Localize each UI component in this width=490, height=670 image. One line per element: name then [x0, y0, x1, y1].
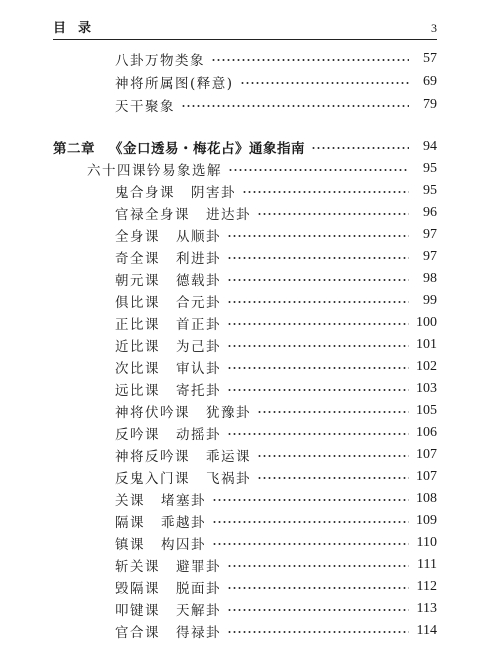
toc-entry-title: 神将伏吟课 犹豫卦 [115, 405, 251, 421]
dot-leader [211, 59, 409, 61]
toc-entry[interactable] [115, 555, 437, 575]
toc-entry-page: 69 [423, 74, 437, 89]
toc-entry-page: 106 [416, 425, 437, 440]
toc-entry-title: 正比课 首正卦 [115, 317, 221, 333]
toc-entry[interactable] [115, 49, 437, 69]
toc-entry[interactable] [115, 269, 437, 289]
toc-entry[interactable] [115, 335, 437, 355]
toc-section[interactable] [87, 159, 437, 179]
toc-entry-title: 官禄全身课 进达卦 [115, 207, 251, 223]
toc-entry-title: 神将所属图(释意) [115, 76, 234, 92]
page-header [53, 17, 437, 40]
toc-entry-title: 斩关课 避罪卦 [115, 559, 221, 575]
dot-leader [257, 213, 409, 215]
toc-entry-page: 94 [423, 139, 437, 154]
dot-leader [227, 279, 409, 281]
toc-entry[interactable] [115, 72, 437, 92]
toc-entry-title: 全身课 从顺卦 [115, 229, 221, 245]
toc-entry-page: 111 [417, 557, 437, 572]
toc-entry-title: 八卦万物类象 [115, 53, 205, 69]
toc-entry-page: 102 [416, 359, 437, 374]
toc-entry-page: 107 [416, 447, 437, 462]
toc-entry[interactable] [115, 95, 437, 115]
toc-entry-title: 镇课 构囚卦 [115, 537, 206, 553]
dot-leader [227, 565, 409, 567]
toc-section-title: 六十四课钤易象选解 [87, 163, 222, 179]
dot-leader [227, 323, 409, 325]
toc-entry-page: 99 [423, 293, 437, 308]
toc-entry-title: 关课 堵塞卦 [115, 493, 206, 509]
toc-entry-title: 次比课 审认卦 [115, 361, 221, 377]
toc-entry[interactable] [115, 511, 437, 531]
toc-entry-title: 天干聚象 [115, 99, 175, 115]
toc-entry[interactable] [115, 489, 437, 509]
dot-leader [227, 609, 409, 611]
toc-entry-title: 神将反吟课 乖运课 [115, 449, 251, 465]
toc-entry[interactable] [115, 445, 437, 465]
toc-entry-title: 朝元课 德载卦 [115, 273, 221, 289]
toc-entry-page: 101 [416, 337, 437, 352]
toc-entry-title: 毁隔课 脱面卦 [115, 581, 221, 597]
dot-leader [227, 345, 409, 347]
toc-entry-page: 96 [423, 205, 437, 220]
dot-leader [311, 147, 409, 149]
toc-entry-page: 107 [416, 469, 437, 484]
toc-entry-title: 官合课 得禄卦 [115, 625, 221, 641]
dot-leader [227, 587, 409, 589]
toc-entry-page: 108 [416, 491, 437, 506]
toc-entry-title: 俱比课 合元卦 [115, 295, 221, 311]
toc-chapter[interactable] [53, 137, 437, 157]
dot-leader [227, 433, 409, 435]
toc-entry[interactable] [115, 379, 437, 399]
toc-entry[interactable] [115, 533, 437, 553]
header-page-number: 3 [431, 21, 437, 35]
toc-entry[interactable] [115, 225, 437, 245]
toc-entry-page: 95 [423, 183, 437, 198]
chapter-number: 第二章 [53, 141, 95, 157]
dot-leader [227, 301, 409, 303]
header-title: 目录 [53, 21, 104, 36]
dot-leader [227, 631, 409, 633]
toc-entry-title: 叩键课 天解卦 [115, 603, 221, 619]
toc-entry-page: 79 [423, 97, 437, 112]
dot-leader [227, 257, 409, 259]
toc-entry-page: 97 [423, 227, 437, 242]
dot-leader [212, 521, 409, 523]
toc-entry[interactable] [115, 599, 437, 619]
toc-entry-page: 105 [416, 403, 437, 418]
toc-entry[interactable] [115, 467, 437, 487]
dot-leader [227, 367, 409, 369]
toc-entry[interactable] [115, 357, 437, 377]
toc-entry-page: 114 [416, 623, 437, 638]
toc-entry[interactable] [115, 291, 437, 311]
toc-entry-page: 95 [423, 161, 437, 176]
dot-leader [212, 543, 409, 545]
toc-entry-page: 109 [416, 513, 437, 528]
toc-entry-page: 100 [416, 315, 437, 330]
toc-entry-page: 98 [423, 271, 437, 286]
toc-entry-title: 鬼合身课 阴害卦 [115, 185, 236, 201]
toc-entry[interactable] [115, 401, 437, 421]
toc-chapter-title [53, 137, 305, 157]
toc-entry[interactable] [115, 313, 437, 333]
toc-entry-page: 57 [423, 51, 437, 66]
toc-entry-title: 远比课 寄托卦 [115, 383, 221, 399]
toc-entry[interactable] [115, 577, 437, 597]
toc-entry-page: 103 [416, 381, 437, 396]
toc-entry-page: 112 [416, 579, 437, 594]
dot-leader [240, 82, 409, 84]
toc-entry-page: 97 [423, 249, 437, 264]
dot-leader [212, 499, 409, 501]
dot-leader [227, 389, 409, 391]
toc-entry[interactable] [115, 423, 437, 443]
toc-entry[interactable] [115, 181, 437, 201]
toc-entry[interactable] [115, 203, 437, 223]
toc-entry[interactable] [115, 621, 437, 641]
dot-leader [257, 411, 409, 413]
toc-entry[interactable] [115, 247, 437, 267]
toc-entry-title: 奇全课 利进卦 [115, 251, 221, 267]
dot-leader [257, 477, 409, 479]
chapter-name: 《金口透易・梅花占》通象指南 [109, 141, 305, 157]
toc-entry-title: 反吟课 动摇卦 [115, 427, 221, 443]
toc-entry-title: 反鬼入门课 飞祸卦 [115, 471, 251, 487]
toc-entry-title: 隔课 乖越卦 [115, 515, 206, 531]
toc-entry-page: 110 [416, 535, 437, 550]
dot-leader [227, 235, 409, 237]
toc-entry-page: 113 [416, 601, 437, 616]
dot-leader [181, 105, 409, 107]
dot-leader [242, 191, 409, 193]
dot-leader [257, 455, 409, 457]
dot-leader [228, 169, 409, 171]
toc-entry-title: 近比课 为己卦 [115, 339, 221, 355]
